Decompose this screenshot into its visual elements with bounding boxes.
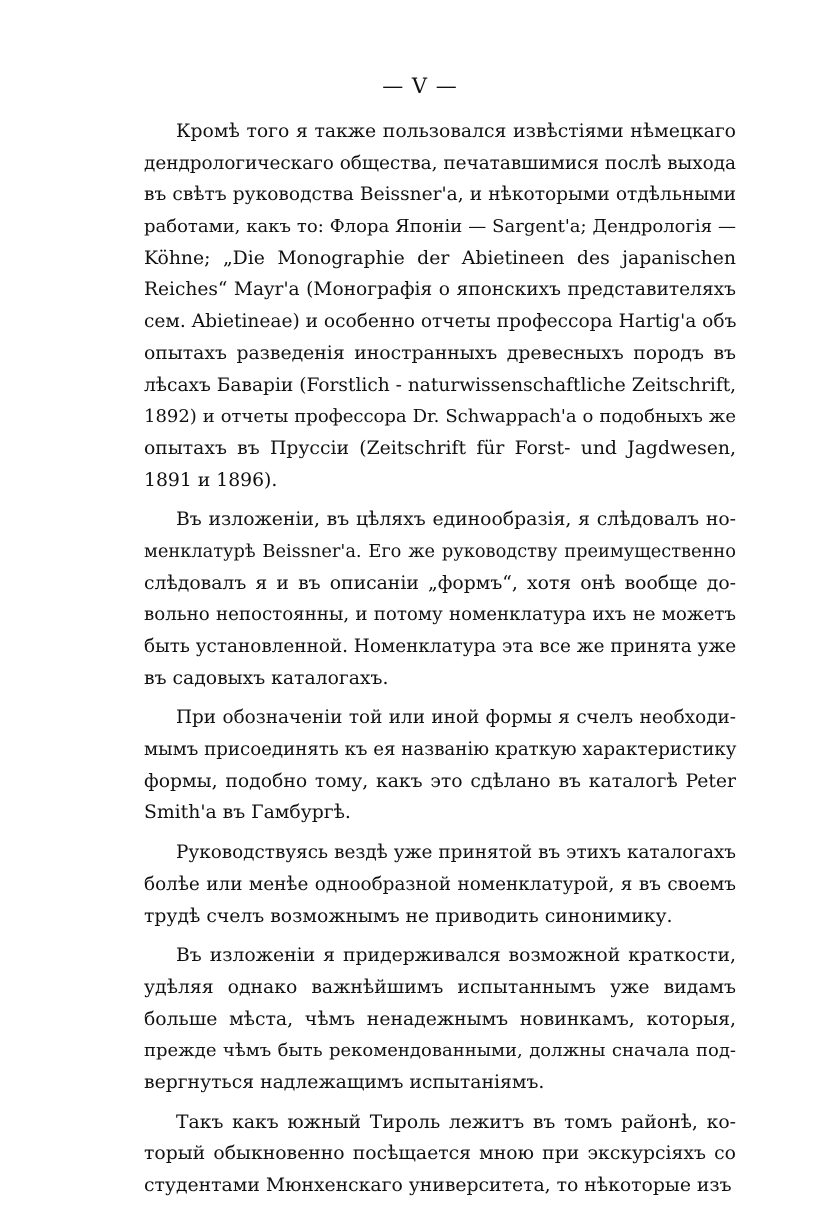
text-line: торый обыкновенно посѣщается мною при экскурсіяхъ со [144,1143,736,1165]
text-line: слѣдовалъ я и въ описаніи „формъ“, хотя онѣ вообще до- [144,572,736,594]
paragraph [144,504,736,694]
paragraph [144,1107,736,1202]
text-line: 1891 и 1896). [144,469,278,491]
text-line: больше мѣста, чѣмъ ненадежнымъ новинкамъ, которыя, [144,1008,736,1030]
text-line: дендрологическаго общества, печатавшимися послѣ выхода [144,152,736,174]
text-line: удѣляя однако важнѣйшимъ испытаннымъ уже видамъ [144,976,736,998]
page-number: — V — [382,74,458,98]
text-line: Кромѣ того я также пользовался извѣстіями нѣмецкаго [176,121,736,142]
text-line: прежде чѣмъ быть рекомендованными, должны сначала под- [144,1040,736,1062]
text-line: формы, подобно тому, какъ это сдѣлано въ каталогѣ Peter [144,770,736,792]
text-line: трудѣ счелъ возможнымъ не приводить синонимику. [144,905,673,927]
text-line: работами, какъ то: Флора Японіи — Sargent'а; Дендрологія — [144,216,736,238]
text-line: опытахъ въ Пруссіи (Zeitschrift für Forst- und Jagdwesen, [144,437,736,459]
text-line: Въ изложеніи, въ цѣляхъ единообразія, я слѣдовалъ но- [176,509,736,531]
text-line: вольно непостоянны, и потому номенклатура ихъ не можетъ [144,604,736,626]
text-line: При обозначеніи той или иной формы я счелъ необходи- [176,707,736,729]
text-line: 1892) и отчеты профессора Dr. Schwappach'а о подобныхъ же [144,406,736,428]
text-line: болѣе или менѣе однообразной номенклатурой, я въ своемъ [144,873,736,895]
text-line: сем. Abietineae) и особенно отчеты профессора Hartig'а объ [144,311,737,333]
text-line: студентами Мюнхенскаго университета, то нѣкоторые изъ [144,1175,732,1196]
body-text [144,116,736,1210]
text-line: вергнуться надлежащимъ испытаніямъ. [144,1071,545,1093]
text-line: въ свѣтъ руководства Beissner'а, и нѣкоторыми отдѣльными [144,184,736,206]
text-line: въ садовыхъ каталогахъ. [144,667,389,689]
text-line: быть установленной. Номенклатура эта все же принята уже [144,636,737,657]
text-line: Reiches“ Mayr'а (Монографія о японскихъ представителяхъ [144,279,736,301]
text-line: Руководствуясь вездѣ уже принятой въ этихъ каталогахъ [176,842,736,864]
text-line: менклатурѣ Beissner'а. Его же руководству преимущественно [144,540,736,562]
text-line: Köhne; „Die Monographie der Abietineen des japanischen [144,247,736,269]
paragraph [144,702,736,829]
text-line: Smith'а въ Гамбургѣ. [144,802,351,824]
text-line: лѣсахъ Баваріи (Forstlich - naturwissenschaftliche Zeitschrift, [144,374,737,396]
paragraph [144,837,736,932]
text-line: Такъ какъ южный Тироль лежитъ въ томъ районѣ, ко- [176,1111,736,1133]
text-line: Въ изложеніи я придерживался возможной краткости, [176,945,736,967]
text-line: опытахъ разведенія иностранныхъ древесныхъ породъ въ [144,342,736,364]
text-line: мымъ присоединять къ ея названію краткую характеристику [144,739,737,761]
paragraph [144,116,736,496]
paragraph [144,940,736,1098]
